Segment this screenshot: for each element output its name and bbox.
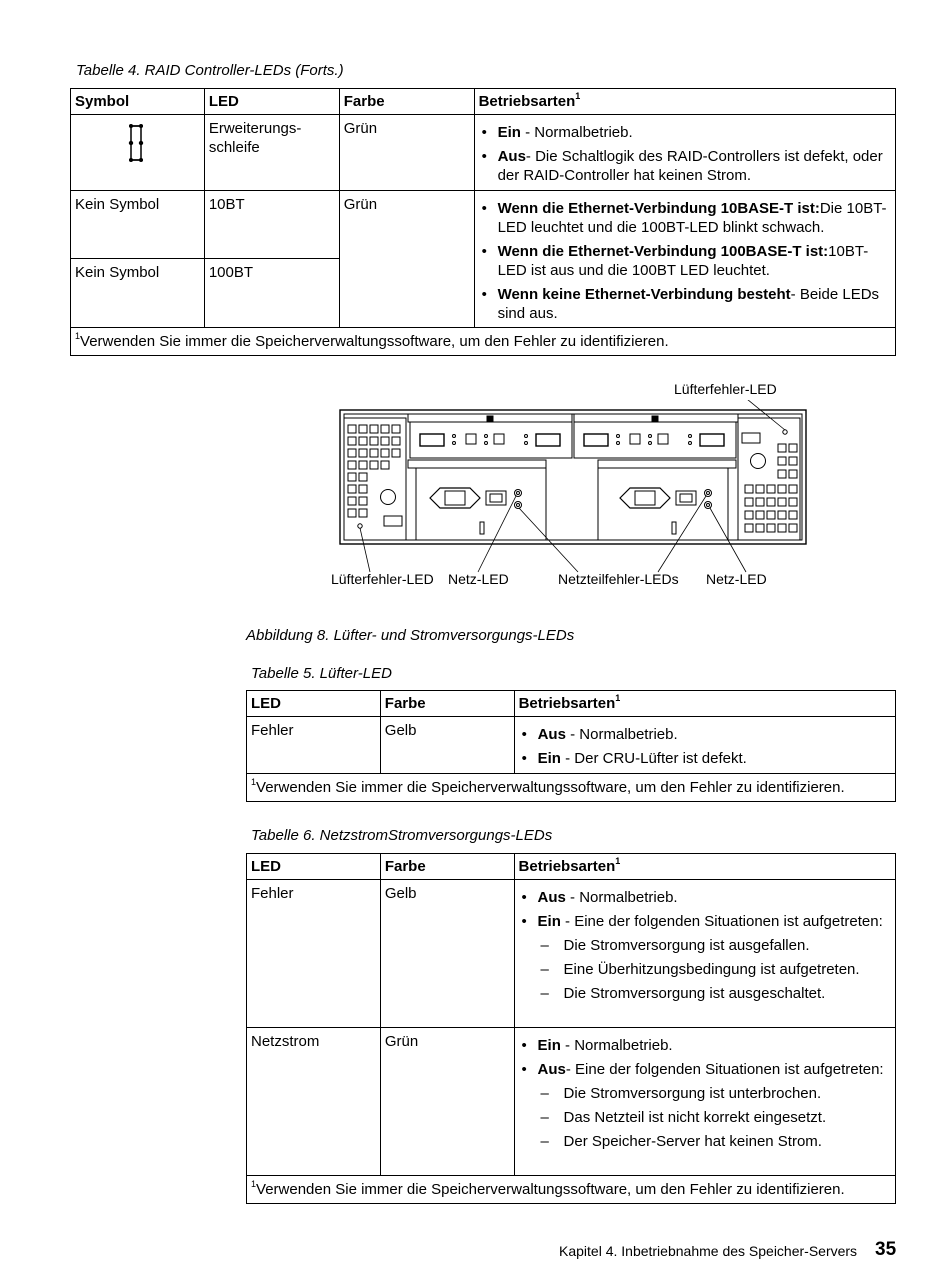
table4-header-led: LED: [204, 89, 339, 115]
table4-footnote: $^1$Verwenden Sie immer die Speicherverwaltungssoftware, um den Fehler zu identifizieren.: [71, 328, 896, 356]
fan-fault-led-label-bottom: Lüfterfehler-LED: [331, 571, 434, 587]
table4-row3-symbol: Kein Symbol: [71, 259, 205, 328]
table6-row2-color: Grün: [380, 1028, 514, 1176]
table4-row3-led: 100BT: [204, 259, 339, 328]
list-item: • Wenn die Ethernet-Verbindung 10BASE-T ist:Die 10BT-LED leuchtet und die 100BT-LED blinkt schwach.: [479, 199, 891, 237]
list-item: – Die Stromversorgung ist ausgeschaltet.: [519, 984, 891, 1003]
power-led-label-right: Netz-LED: [706, 571, 767, 587]
table4-header-symbol: Symbol: [71, 89, 205, 115]
fan-fault-led-label-top: Lüfterfehler-LED: [674, 381, 777, 397]
table6-row1-color: Gelb: [380, 880, 514, 1028]
expansion-loop-symbol-icon: [126, 123, 148, 165]
table4-row1-led: Erweiterungs- schleife: [204, 115, 339, 191]
table6-row2-led: Netzstrom: [247, 1028, 381, 1176]
psu-fault-leds-label: Netzteilfehler-LEDs: [558, 571, 679, 587]
table6-row2-modes: [514, 1028, 895, 1176]
list-item: – Der Speicher-Server hat keinen Strom.: [519, 1132, 891, 1151]
table5-header-modes: Betriebsarten$^1$: [514, 691, 895, 717]
power-led-label-left: Netz-LED: [448, 571, 509, 587]
list-item: – Die Stromversorgung ist ausgefallen.: [519, 936, 891, 955]
list-item: • Ein - Der CRU-Lüfter ist defekt.: [519, 749, 891, 768]
table4-row2-color: Grün: [339, 191, 474, 328]
list-item: • Ein - Normalbetrieb.: [519, 1036, 891, 1055]
list-item: • Aus- Eine der folgenden Situationen ist aufgetreten:: [519, 1060, 891, 1079]
list-item: – Das Netzteil ist nicht korrekt eingesetzt.: [519, 1108, 891, 1127]
table4-row1-color: Grün: [339, 115, 474, 191]
table5: [246, 690, 896, 802]
list-item: • Ein - Normalbetrieb.: [479, 123, 891, 142]
table4-header-color: Farbe: [339, 89, 474, 115]
table6-row1-modes: [514, 880, 895, 1028]
table5-row1-color: Gelb: [380, 717, 514, 774]
table5-footnote: $^1$Verwenden Sie immer die Speicherverwaltungssoftware, um den Fehler zu identifizieren.: [247, 774, 896, 802]
table4: [70, 88, 896, 356]
table5-header-color: Farbe: [380, 691, 514, 717]
table5-caption: Tabelle 5. Lüfter-LED: [251, 665, 392, 682]
table6-header-modes: Betriebsarten$^1$: [514, 854, 895, 880]
table4-caption: Tabelle 4. RAID Controller-LEDs (Forts.): [76, 62, 344, 79]
table5-row1-modes: [514, 717, 895, 774]
list-item: – Die Stromversorgung ist unterbrochen.: [519, 1084, 891, 1103]
list-item: • Ein - Eine der folgenden Situationen ist aufgetreten:: [519, 912, 891, 931]
table6-caption: Tabelle 6. NetzstromStromversorgungs-LEDs: [251, 827, 553, 844]
table4-symbol-cell: [71, 115, 205, 191]
list-item: • Aus- Die Schaltlogik des RAID-Controllers ist defekt, oder der RAID-Controller hat keinen Strom.: [479, 147, 891, 185]
table6-header-color: Farbe: [380, 854, 514, 880]
table4-header-modes: Betriebsarten$^1$: [474, 89, 895, 115]
table4-row2-led: 10BT: [204, 191, 339, 259]
table4-row2-modes: [474, 191, 895, 328]
power-fan-cru-illustration: [330, 400, 820, 575]
list-item: • Wenn keine Ethernet-Verbindung besteht- Beide LEDs sind aus.: [479, 285, 891, 323]
figure-caption: Abbildung 8. Lüfter- und Stromversorgungs-LEDs: [246, 627, 575, 644]
table4-row1-modes: [474, 115, 895, 191]
list-item: • Aus - Normalbetrieb.: [519, 725, 891, 744]
table6-row1-led: Fehler: [247, 880, 381, 1028]
table5-row1-led: Fehler: [247, 717, 381, 774]
table6-header-led: LED: [247, 854, 381, 880]
table5-header-led: LED: [247, 691, 381, 717]
list-item: • Wenn die Ethernet-Verbindung 100BASE-T ist:10BT-LED ist aus und die 100BT LED leuchtet.: [479, 242, 891, 280]
list-item: • Aus - Normalbetrieb.: [519, 888, 891, 907]
list-item: – Eine Überhitzungsbedingung ist aufgetreten.: [519, 960, 891, 979]
table4-row2-symbol: Kein Symbol: [71, 191, 205, 259]
table6-footnote: $^1$Verwenden Sie immer die Speicherverwaltungssoftware, um den Fehler zu identifizieren.: [247, 1176, 896, 1204]
table6: [246, 853, 896, 1204]
page-number: 35: [875, 1239, 897, 1260]
chapter-footer: Kapitel 4. Inbetriebnahme des Speicher-Servers: [559, 1243, 858, 1259]
